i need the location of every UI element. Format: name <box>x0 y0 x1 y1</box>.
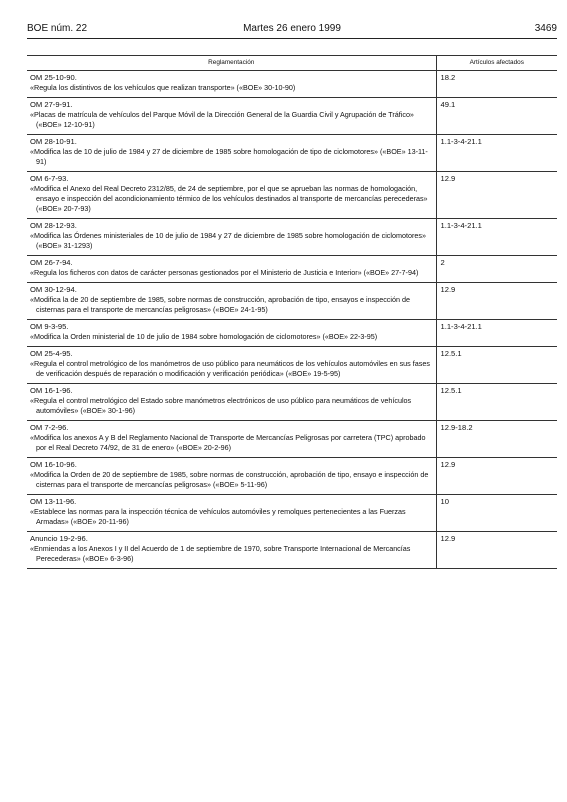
page-header <box>27 22 557 36</box>
regulation-description: «Regula los ficheros con datos de carácter personas gestionados por el Ministerio de Justicia e Interior» («BOE» 27-7-94) <box>30 268 419 277</box>
affected-articles: 2 <box>436 256 557 283</box>
table-header-row <box>27 56 557 71</box>
journal-issue: BOE núm. 22 <box>27 23 88 34</box>
table-row <box>27 347 557 384</box>
regulation-cell <box>27 347 436 384</box>
affected-articles: 12.9 <box>436 458 557 495</box>
affected-articles: 12.5.1 <box>436 384 557 421</box>
regulation-reference: OM 25-10-90. <box>30 73 77 82</box>
regulation-cell <box>27 283 436 320</box>
regulation-reference: OM 16-1-96. <box>30 386 73 395</box>
regulation-description: «Modifica las de 10 de julio de 1984 y 27 de diciembre de 1985 sobre homologación de tipo de ciclomotores» («BOE» 13-11-91) <box>30 147 428 166</box>
affected-articles: 10 <box>436 495 557 532</box>
regulation-description: «Regula el control metrológico del Estado sobre manómetros electrónicos de uso público para neumáticos de vehículos automóviles» («BOE» 30-1-96) <box>30 396 412 415</box>
affected-articles: 12.9 <box>436 283 557 320</box>
table-row <box>27 283 557 320</box>
table-row <box>27 71 557 98</box>
regulation-cell <box>27 219 436 256</box>
affected-articles: 1.1-3-4-21.1 <box>436 219 557 256</box>
regulation-description: «Establece las normas para la inspección técnica de vehículos automóviles y remolques pertenecientes a las Fuerzas Armadas» («BOE» 20-11-96) <box>30 507 406 526</box>
table-row <box>27 172 557 219</box>
regulation-cell <box>27 495 436 532</box>
regulation-description: «Placas de matrícula de vehículos del Parque Móvil de la Dirección General de la Guardia Civil y Agrupación de Tráfico» («BOE» 12-10-91) <box>30 110 414 129</box>
regulation-reference: OM 6-7-93. <box>30 174 69 183</box>
affected-articles: 12.5.1 <box>436 347 557 384</box>
regulation-reference: Anuncio 19-2-96. <box>30 534 88 543</box>
regulation-description: «Modifica la Orden ministerial de 10 de julio de 1984 sobre homologación de ciclomotores» («BOE» 22-3-95) <box>30 332 378 341</box>
header-divider <box>27 38 557 39</box>
regulation-cell <box>27 98 436 135</box>
regulation-description: «Modifica la de 20 de septiembre de 1985, sobre normas de construcción, aprobación de tipo, ensayos e inspección de cisternas para el transporte de mercancías peligrosas» («BOE» 24-1-95) <box>30 295 410 314</box>
regulations-table <box>27 55 557 569</box>
regulation-reference: OM 30-12-94. <box>30 285 77 294</box>
page-number: 3469 <box>534 23 557 34</box>
affected-articles: 1.1-3-4-21.1 <box>436 320 557 347</box>
column-header-regulation: Reglamentación <box>27 56 436 71</box>
table-row <box>27 532 557 569</box>
regulation-cell <box>27 384 436 421</box>
table-row <box>27 256 557 283</box>
regulation-reference: OM 13-11-96. <box>30 497 77 506</box>
affected-articles: 12.9-18.2 <box>436 421 557 458</box>
regulation-description: «Modifica las Órdenes ministeriales de 10 de julio de 1984 y 27 de diciembre de 1985 sobre homologación de ciclomotores» («BOE» 31-1293) <box>30 231 426 250</box>
table-row <box>27 98 557 135</box>
regulation-description: «Regula el control metrológico de los manómetros de uso público para neumáticos de los vehículos automóviles en sus fases de verificación después de reparación o modificación y verificación periódica» («BOE» 19-5-95) <box>30 359 430 378</box>
regulation-cell <box>27 172 436 219</box>
affected-articles: 12.9 <box>436 172 557 219</box>
regulation-reference: OM 16-10-96. <box>30 460 77 469</box>
table-row <box>27 135 557 172</box>
affected-articles: 18.2 <box>436 71 557 98</box>
affected-articles: 1.1-3-4-21.1 <box>436 135 557 172</box>
regulation-reference: OM 27-9-91. <box>30 100 73 109</box>
regulation-description: «Modifica la Orden de 20 de septiembre de 1985, sobre normas de construcción, aprobación de tipo, ensayo e inspección de cisternas para el transporte de mercancías peligrosas» («BOE» 5-11-96) <box>30 470 429 489</box>
column-header-articles: Artículos afectados <box>436 56 557 71</box>
affected-articles: 12.9 <box>436 532 557 569</box>
regulation-reference: OM 9-3-95. <box>30 322 69 331</box>
issue-date: Martes 26 enero 1999 <box>243 23 341 34</box>
regulation-cell <box>27 320 436 347</box>
table-row <box>27 384 557 421</box>
table-row <box>27 320 557 347</box>
table-body <box>27 71 557 569</box>
regulation-description: «Modifica el Anexo del Real Decreto 2312/85, de 24 de septiembre, por el que se aprueban las normas de homologación, ensayo e inspección del acondicionamiento térmico de los vehículos destinados al transporte de mercancías perecederas» («BOE» 20-7-93) <box>30 184 428 213</box>
regulation-cell <box>27 135 436 172</box>
table-row <box>27 495 557 532</box>
regulation-cell <box>27 532 436 569</box>
regulation-reference: OM 28-10-91. <box>30 137 77 146</box>
regulation-cell <box>27 71 436 98</box>
regulation-cell <box>27 421 436 458</box>
regulation-cell <box>27 458 436 495</box>
regulation-reference: OM 28-12-93. <box>30 221 77 230</box>
regulation-cell <box>27 256 436 283</box>
regulation-description: «Modifica los anexos A y B del Reglamento Nacional de Transporte de Mercancías Peligrosas por carretera (TPC) aprobado por el Real Decreto 74/92, de 31 de enero» («BOE» 20-2-96) <box>30 433 426 452</box>
regulation-reference: OM 26-7-94. <box>30 258 73 267</box>
affected-articles: 49.1 <box>436 98 557 135</box>
regulation-description: «Enmiendas a los Anexos I y II del Acuerdo de 1 de septiembre de 1970, sobre Transporte Internacional de Mercancías Perecederas» («BOE» 6-3-96) <box>30 544 411 563</box>
table-row <box>27 458 557 495</box>
table-row <box>27 219 557 256</box>
regulation-description: «Regula los distintivos de los vehículos que realizan transporte» («BOE» 30-10-90) <box>30 83 296 92</box>
regulation-reference: OM 7-2-96. <box>30 423 69 432</box>
table-row <box>27 421 557 458</box>
regulation-reference: OM 25-4-95. <box>30 349 73 358</box>
